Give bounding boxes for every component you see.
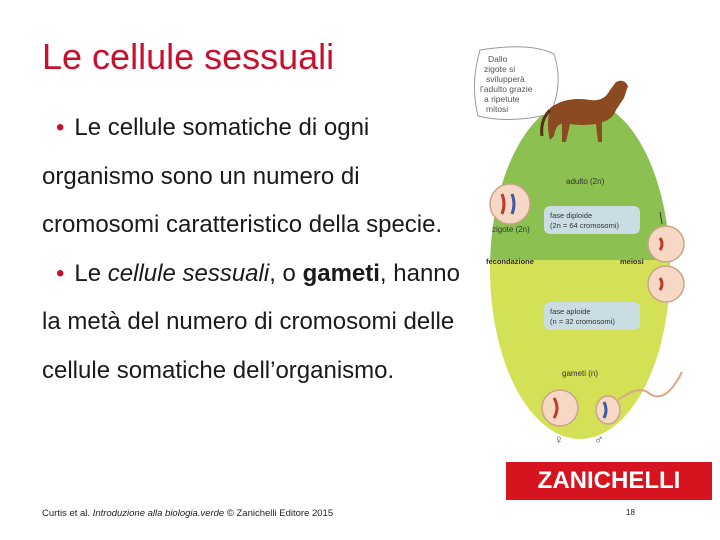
zygote-cell (490, 184, 530, 224)
bullet-2-italic-term: cellule sessuali (107, 259, 270, 287)
bullet-2-pre: Le (74, 259, 108, 287)
male-symbol: ♂ (594, 432, 604, 447)
bullet-item-1 (42, 104, 482, 250)
bullet-item-2 (42, 250, 482, 396)
life-cycle-svg (470, 44, 710, 454)
meiosis-label: meiosi (620, 257, 644, 266)
bullet-2-bold-term: gameti (302, 259, 380, 287)
diploid-phase-text: fase diploide (2n = 64 cromosomi) (550, 211, 619, 230)
fertilization-label: fecondazione (486, 257, 534, 266)
female-symbol: ♀ (554, 432, 564, 447)
bullet-marker: • (56, 259, 65, 287)
zygote-label: zigote (2n) (492, 225, 530, 234)
egg-cell (542, 390, 578, 426)
life-cycle-diagram (470, 44, 710, 454)
slide-title: Le cellule sessuali (42, 36, 335, 77)
bullet-marker: • (56, 114, 65, 141)
bubble-text: Dallo zigote si svilupperà l’adulto grazie a ripetute mitosi (480, 54, 533, 114)
slide-body (42, 104, 482, 395)
zanichelli-logo: ZANICHELLI (506, 462, 712, 500)
bullet-2-post: , hanno la metà del numero di cromosomi delle cellule somatiche dell’organismo. (42, 259, 460, 384)
bullet-1-text: Le cellule somatiche di ogni organismo sono un numero di cromosomi caratteristico della specie. (42, 114, 443, 238)
citation-publisher: © Zanichelli Editore 2015 (224, 508, 334, 519)
citation-book-title: Introduzione alla biologia.verde (92, 508, 225, 519)
gametes-label: gameti (n) (562, 369, 599, 378)
adult-label: adulto (2n) (566, 177, 605, 186)
bullet-2-mid: , o (269, 259, 303, 287)
footer-citation (42, 508, 333, 519)
haploid-phase-text: fase aploide (n = 32 cromosomi) (550, 307, 615, 326)
page-number: 18 (626, 508, 635, 517)
citation-authors: Curtis et al. (42, 508, 93, 519)
